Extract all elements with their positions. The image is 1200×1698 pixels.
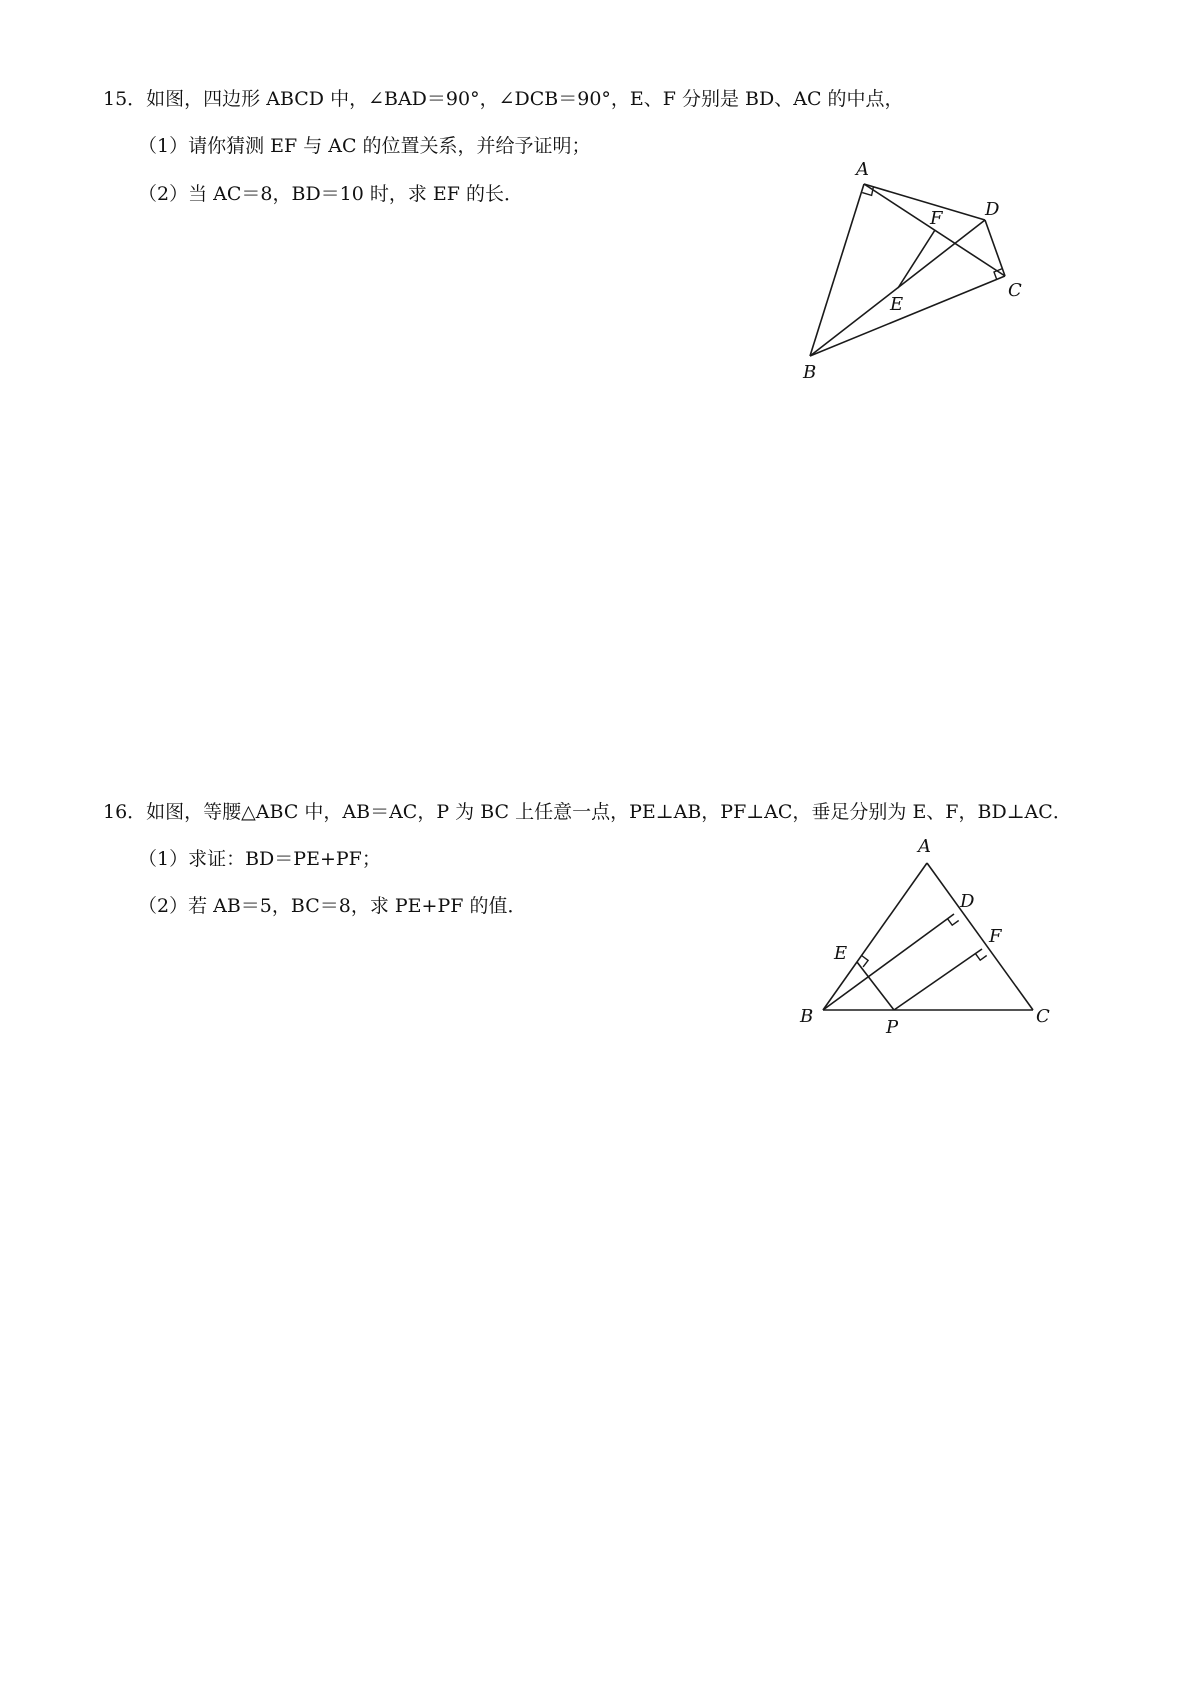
label-b: B	[800, 1006, 814, 1027]
label-d: D	[985, 199, 1000, 220]
right-angle-mark-e	[862, 956, 869, 967]
segment-cd	[985, 220, 1005, 276]
label-a: A	[918, 836, 931, 857]
label-p: P	[886, 1017, 899, 1038]
quadrilateral-abcd-diagram	[780, 150, 1040, 390]
question-15-part-1: （1）请你猜测 EF 与 AC 的位置关系，并给予证明；	[138, 135, 591, 157]
question-16-part-2: （2）若 AB＝5，BC＝8，求 PE+PF 的值．	[138, 895, 527, 917]
label-b: B	[803, 362, 817, 383]
question-15-stem: 15．如图，四边形 ABCD 中，∠BAD＝90°，∠DCB＝90°，E、F 分别是 BD、AC 的中点，	[103, 88, 904, 110]
segment-bc	[810, 276, 1005, 356]
question-16-stem: 16．如图，等腰△ABC 中，AB＝AC，P 为 BC 上任意一点，PE⊥AB，PF⊥AC，垂足分别为 E、F，BD⊥AC．	[103, 801, 1072, 823]
segment-ac	[927, 863, 1033, 1010]
right-angle-mark-f	[976, 954, 987, 961]
label-a: A	[856, 159, 869, 180]
label-f: F	[930, 208, 943, 229]
segment-pf	[894, 949, 982, 1010]
label-d: D	[960, 891, 975, 912]
label-c: C	[1008, 280, 1022, 301]
right-angle-mark-d	[948, 919, 959, 926]
segment-da	[864, 184, 985, 220]
isosceles-triangle-diagram	[790, 825, 1060, 1040]
segment-ef	[898, 230, 935, 288]
label-e: E	[890, 294, 904, 315]
segment-bd	[810, 220, 985, 356]
segment-pe	[857, 962, 894, 1010]
label-e: E	[834, 943, 848, 964]
question-16-figure	[790, 825, 1060, 1040]
question-15-part-2: （2）当 AC＝8，BD＝10 时，求 EF 的长．	[138, 183, 524, 205]
question-15-figure	[780, 150, 1040, 390]
segment-ab	[810, 184, 864, 356]
label-f: F	[989, 926, 1002, 947]
label-c: C	[1036, 1006, 1050, 1027]
segment-ab	[823, 863, 927, 1010]
question-16-part-1: （1）求证：BD＝PE+PF；	[138, 848, 381, 870]
